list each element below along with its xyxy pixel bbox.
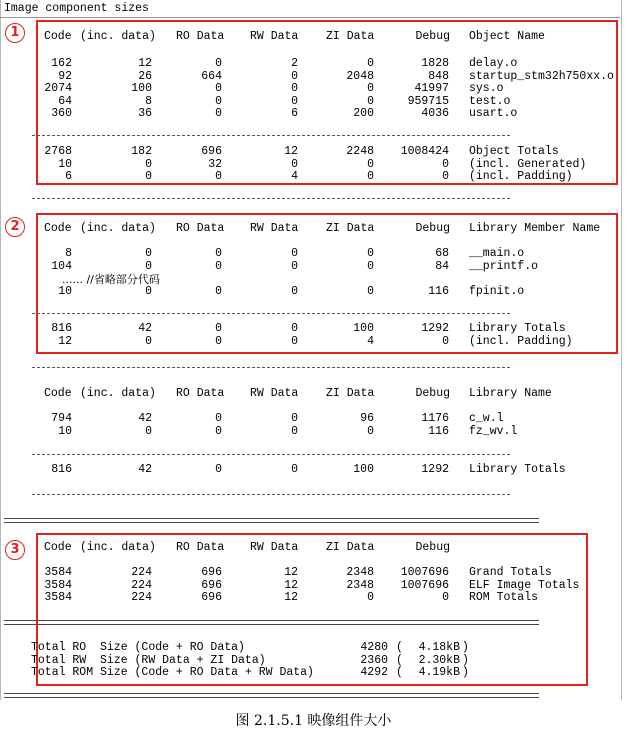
separator xyxy=(32,494,510,495)
double-separator xyxy=(4,620,539,625)
table-cell: 0 xyxy=(291,69,298,83)
table-cell: 0 xyxy=(215,463,222,476)
omitted-code-note: ...... //省略部分代码 xyxy=(62,273,160,286)
table-cell: 0 xyxy=(215,424,222,438)
table-cell: 200 xyxy=(353,107,374,120)
row-name-cell: ELF Image Totals xyxy=(469,578,580,592)
double-separator xyxy=(4,518,539,523)
table-cell: 0 xyxy=(442,334,449,348)
column-header: Code xyxy=(44,387,72,400)
row-name-cell: (incl. Padding) xyxy=(469,170,573,183)
table-cell: 6 xyxy=(65,170,72,183)
table-cell: 0 xyxy=(145,334,152,348)
section-2-marker: 2 xyxy=(5,217,25,237)
column-header: Object Name xyxy=(469,30,545,43)
table-cell: 1176 xyxy=(421,412,449,425)
table-cell: 4 xyxy=(367,334,374,348)
table-cell: 104 xyxy=(51,259,72,273)
table-cell: 162 xyxy=(51,57,72,70)
table-cell: 100 xyxy=(353,463,374,476)
summary-paren-close: ) xyxy=(462,653,469,667)
table-cell: 12 xyxy=(284,145,298,158)
summary-paren-open: ( xyxy=(396,666,403,679)
summary-label: Total RW Size (RW Data + ZI Data) xyxy=(31,653,266,667)
table-cell: 0 xyxy=(367,285,374,298)
summary-kilobytes: 2.30kB xyxy=(418,653,460,667)
table-cell: 0 xyxy=(215,322,222,335)
table-cell: 0 xyxy=(215,107,222,120)
table-cell: 0 xyxy=(367,259,374,273)
table-cell: 696 xyxy=(201,591,222,604)
separator xyxy=(32,135,510,136)
table-cell: 0 xyxy=(442,170,449,183)
row-name-cell: usart.o xyxy=(469,107,518,120)
row-name-cell: __printf.o xyxy=(469,259,539,273)
double-separator xyxy=(4,693,539,698)
table-cell: 2768 xyxy=(44,145,72,158)
row-name-cell: test.o xyxy=(469,94,511,108)
row-name-cell: delay.o xyxy=(469,57,518,70)
table-cell: 36 xyxy=(138,107,152,120)
table-cell: 0 xyxy=(215,259,222,273)
heading-rule xyxy=(0,17,620,18)
table-cell: 0 xyxy=(215,94,222,108)
table-cell: 816 xyxy=(51,463,72,476)
table-cell: 0 xyxy=(291,424,298,438)
summary-paren-close: ) xyxy=(462,641,469,654)
table-cell: 26 xyxy=(138,69,152,83)
table-cell: 0 xyxy=(291,463,298,476)
row-name-cell: startup_stm32h750xx.o xyxy=(469,69,614,83)
column-header: Debug xyxy=(415,30,450,43)
table-cell: 0 xyxy=(215,247,222,260)
table-cell: 0 xyxy=(442,157,449,171)
table-cell: 42 xyxy=(138,412,152,425)
table-cell: 0 xyxy=(367,170,374,183)
table-cell: 0 xyxy=(367,57,374,70)
table-cell: 0 xyxy=(215,170,222,183)
table-cell: 696 xyxy=(201,145,222,158)
table-cell: 4 xyxy=(291,170,298,183)
table-cell: 0 xyxy=(291,322,298,335)
column-header: Code xyxy=(44,222,72,235)
table-cell: 0 xyxy=(442,591,449,604)
column-header: ZI Data xyxy=(326,541,375,554)
table-cell: 0 xyxy=(291,247,298,260)
row-name-cell: Library Totals xyxy=(469,322,566,335)
table-cell: 0 xyxy=(367,247,374,260)
table-cell: 0 xyxy=(145,170,152,183)
table-cell: 224 xyxy=(131,578,152,592)
column-header: Debug xyxy=(415,387,450,400)
summary-paren-open: ( xyxy=(396,653,403,667)
summary-label: Total ROM Size (Code + RO Data + RW Data) xyxy=(31,666,314,679)
table-cell: 92 xyxy=(58,69,72,83)
column-header: RO Data xyxy=(176,387,225,400)
table-cell: 696 xyxy=(201,578,222,592)
table-cell: 42 xyxy=(138,322,152,335)
table-cell: 0 xyxy=(367,591,374,604)
column-header: RW Data xyxy=(250,222,299,235)
table-cell: 0 xyxy=(291,285,298,298)
separator xyxy=(32,198,510,199)
table-cell: 0 xyxy=(145,157,152,171)
table-cell: 8 xyxy=(145,94,152,108)
table-cell: 12 xyxy=(58,334,72,348)
table-cell: 1007696 xyxy=(400,578,449,592)
table-cell: 0 xyxy=(367,94,374,108)
column-header: (inc. data) xyxy=(80,222,156,235)
table-cell: 0 xyxy=(215,57,222,70)
row-name-cell: (incl. Generated) xyxy=(469,157,587,171)
table-cell: 816 xyxy=(51,322,72,335)
separator xyxy=(32,367,510,368)
table-cell: 1292 xyxy=(421,463,449,476)
summary-kilobytes: 4.18kB xyxy=(418,641,460,654)
table-cell: 0 xyxy=(215,82,222,95)
table-cell: 68 xyxy=(435,247,449,260)
column-header: (inc. data) xyxy=(80,541,156,554)
table-cell: 10 xyxy=(58,424,72,438)
section-1-marker: 1 xyxy=(5,23,25,43)
table-cell: 12 xyxy=(284,591,298,604)
table-cell: 182 xyxy=(131,145,152,158)
table-cell: 959715 xyxy=(407,94,449,108)
table-cell: 664 xyxy=(201,69,222,83)
table-cell: 32 xyxy=(208,157,222,171)
column-header: Code xyxy=(44,541,72,554)
column-header: ZI Data xyxy=(326,30,375,43)
row-name-cell: __main.o xyxy=(469,247,525,260)
table-cell: 0 xyxy=(291,157,298,171)
table-cell: 100 xyxy=(353,322,374,335)
separator xyxy=(32,313,510,314)
summary-kilobytes: 4.19kB xyxy=(418,666,460,679)
section-3-marker: 3 xyxy=(5,540,25,560)
table-cell: 42 xyxy=(138,463,152,476)
table-cell: 8 xyxy=(65,247,72,260)
table-cell: 1828 xyxy=(421,57,449,70)
column-header: Code xyxy=(44,30,72,43)
table-cell: 12 xyxy=(284,566,298,579)
column-header: Debug xyxy=(415,222,450,235)
table-cell: 848 xyxy=(428,69,449,83)
table-cell: 12 xyxy=(284,578,298,592)
table-cell: 224 xyxy=(131,566,152,579)
column-header: Debug xyxy=(415,541,450,554)
column-header: ZI Data xyxy=(326,222,375,235)
table-cell: 0 xyxy=(145,285,152,298)
summary-paren-open: ( xyxy=(396,641,403,654)
table-cell: 0 xyxy=(291,259,298,273)
row-name-cell: fpinit.o xyxy=(469,285,525,298)
table-cell: 4036 xyxy=(421,107,449,120)
table-cell: 0 xyxy=(215,412,222,425)
table-cell: 12 xyxy=(138,57,152,70)
table-cell: 1292 xyxy=(421,322,449,335)
row-name-cell: Library Totals xyxy=(469,463,566,476)
table-cell: 794 xyxy=(51,412,72,425)
table-cell: 1007696 xyxy=(400,566,449,579)
column-header: (inc. data) xyxy=(80,30,156,43)
table-cell: 3584 xyxy=(44,566,72,579)
summary-bytes: 4292 xyxy=(360,666,388,679)
separator xyxy=(32,454,510,455)
table-cell: 0 xyxy=(215,334,222,348)
table-cell: 0 xyxy=(145,247,152,260)
table-cell: 10 xyxy=(58,285,72,298)
table-cell: 0 xyxy=(291,334,298,348)
summary-bytes: 4280 xyxy=(360,641,388,654)
table-cell: 1008424 xyxy=(400,145,449,158)
table-cell: 0 xyxy=(215,285,222,298)
table-cell: 0 xyxy=(291,82,298,95)
table-cell: 3584 xyxy=(44,578,72,592)
table-cell: 0 xyxy=(291,94,298,108)
table-cell: 0 xyxy=(145,259,152,273)
column-header: Library Member Name xyxy=(469,222,601,235)
column-header: RW Data xyxy=(250,541,299,554)
column-header: RW Data xyxy=(250,30,299,43)
summary-label: Total RO Size (Code + RO Data) xyxy=(31,641,245,654)
row-name-cell: fz_wv.l xyxy=(469,424,518,438)
row-name-cell: c_w.l xyxy=(469,412,504,425)
table-cell: 10 xyxy=(58,157,72,171)
table-cell: 2348 xyxy=(346,566,374,579)
summary-paren-close: ) xyxy=(462,666,469,679)
table-cell: 360 xyxy=(51,107,72,120)
table-cell: 96 xyxy=(360,412,374,425)
column-header: RW Data xyxy=(250,387,299,400)
table-cell: 2 xyxy=(291,57,298,70)
table-cell: 3584 xyxy=(44,591,72,604)
table-cell: 0 xyxy=(367,82,374,95)
table-cell: 696 xyxy=(201,566,222,579)
table-cell: 116 xyxy=(428,285,449,298)
column-header: RO Data xyxy=(176,222,225,235)
table-cell: 100 xyxy=(131,82,152,95)
row-name-cell: Object Totals xyxy=(469,145,559,158)
table-cell: 0 xyxy=(291,412,298,425)
column-header: RO Data xyxy=(176,541,225,554)
column-header: (inc. data) xyxy=(80,387,156,400)
table-cell: 116 xyxy=(428,424,449,438)
table-cell: 2248 xyxy=(346,145,374,158)
row-name-cell: Grand Totals xyxy=(469,566,552,579)
table-cell: 41997 xyxy=(414,82,449,95)
table-cell: 0 xyxy=(145,424,152,438)
column-header: RO Data xyxy=(176,30,225,43)
table-cell: 2048 xyxy=(346,69,374,83)
row-name-cell: (incl. Padding) xyxy=(469,334,573,348)
table-cell: 2074 xyxy=(44,82,72,95)
table-cell: 0 xyxy=(367,424,374,438)
table-cell: 0 xyxy=(367,157,374,171)
table-cell: 6 xyxy=(291,107,298,120)
summary-bytes: 2360 xyxy=(360,653,388,667)
column-header: Library Name xyxy=(469,387,552,400)
row-name-cell: ROM Totals xyxy=(469,591,539,604)
figure-caption: 图 2.1.5.1 映像组件大小 xyxy=(235,713,392,729)
table-cell: 2348 xyxy=(346,578,374,592)
table-cell: 84 xyxy=(435,259,449,273)
table-cell: 64 xyxy=(58,94,72,108)
listing-heading: Image component sizes xyxy=(4,2,149,15)
table-cell: 224 xyxy=(131,591,152,604)
row-name-cell: sys.o xyxy=(469,82,504,95)
column-header: ZI Data xyxy=(326,387,375,400)
